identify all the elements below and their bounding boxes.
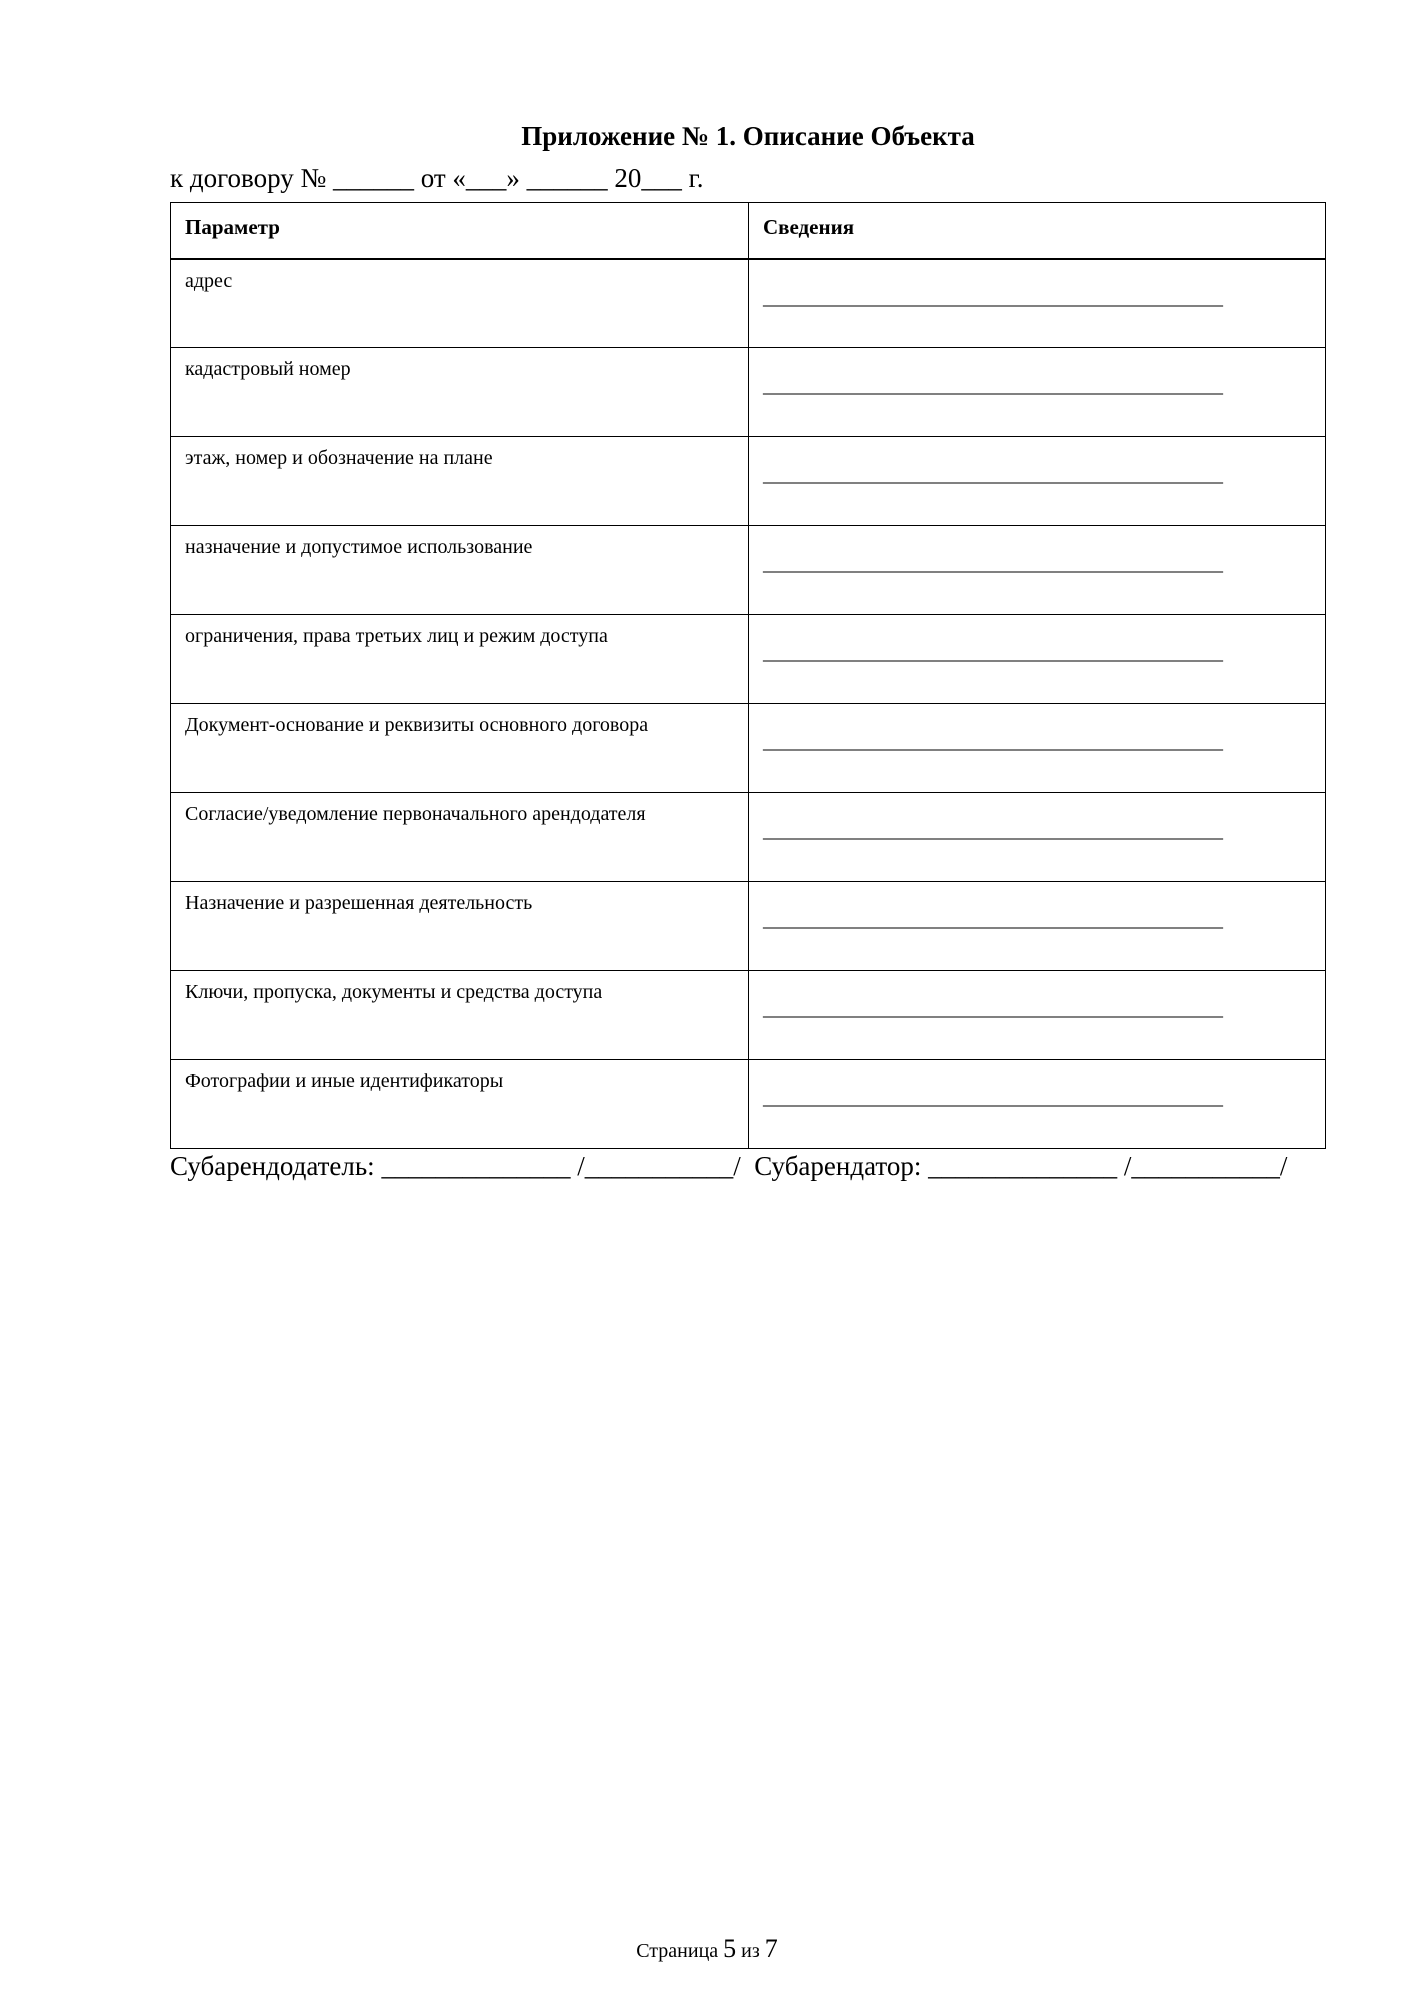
parameter-cell: Фотографии и иные идентификаторы bbox=[171, 1060, 749, 1149]
parameter-cell: Документ-основание и реквизиты основного договора bbox=[171, 704, 749, 793]
of-word: из bbox=[741, 1940, 760, 1962]
table-row bbox=[171, 615, 1326, 704]
fill-in-line: ______________________________________________ bbox=[763, 909, 1223, 931]
details-cell bbox=[749, 882, 1326, 971]
total-pages-number: 7 bbox=[764, 1934, 778, 1963]
details-cell bbox=[749, 793, 1326, 882]
sublessor-signature-line: ______________ /___________/ bbox=[381, 1151, 741, 1181]
page-title: Приложение № 1. Описание Объекта bbox=[521, 121, 975, 151]
fill-in-line: ______________________________________________ bbox=[763, 1087, 1223, 1109]
parameter-cell: Согласие/уведомление первоначального арендодателя bbox=[171, 793, 749, 882]
signature-block bbox=[170, 1148, 1287, 1184]
details-cell bbox=[749, 526, 1326, 615]
page-word: Страница bbox=[636, 1940, 719, 1962]
fill-in-line: ______________________________________________ bbox=[763, 286, 1223, 309]
header-details: Сведения bbox=[749, 203, 1326, 259]
parameter-cell: ограничения, права третьих лиц и режим доступа bbox=[171, 615, 749, 704]
details-cell bbox=[749, 348, 1326, 437]
table-row bbox=[171, 793, 1326, 882]
details-cell bbox=[749, 259, 1326, 348]
details-cell bbox=[749, 704, 1326, 793]
fill-in-line: ______________________________________________ bbox=[763, 998, 1223, 1020]
table-row bbox=[171, 437, 1326, 526]
sublessee-label: Субарендатор: bbox=[754, 1151, 922, 1181]
table-row bbox=[171, 882, 1326, 971]
table-row bbox=[171, 259, 1326, 348]
sublessor-label: Субарендодатель: bbox=[170, 1151, 375, 1181]
sublessee-signature-line: ______________ /___________/ bbox=[928, 1151, 1288, 1181]
fill-in-line: ______________________________________________ bbox=[763, 642, 1223, 664]
object-description-table bbox=[170, 202, 1326, 1149]
table-row bbox=[171, 526, 1326, 615]
page-footer bbox=[0, 1934, 1414, 1966]
details-cell bbox=[749, 615, 1326, 704]
table-header-row bbox=[171, 203, 1326, 259]
parameter-cell: адрес bbox=[171, 259, 749, 348]
contract-reference: к договору № ______ от «___» ______ 20___ г. bbox=[170, 163, 704, 193]
table-row bbox=[171, 348, 1326, 437]
fill-in-line: ______________________________________________ bbox=[763, 731, 1223, 753]
parameter-cell: кадастровый номер bbox=[171, 348, 749, 437]
parameter-cell: Назначение и разрешенная деятельность bbox=[171, 882, 749, 971]
current-page-number: 5 bbox=[723, 1934, 737, 1963]
fill-in-line: ______________________________________________ bbox=[763, 375, 1223, 397]
header-parameter: Параметр bbox=[171, 203, 749, 259]
table-row bbox=[171, 971, 1326, 1060]
fill-in-line: ______________________________________________ bbox=[763, 464, 1223, 486]
table-row bbox=[171, 704, 1326, 793]
table-row bbox=[171, 1060, 1326, 1149]
parameter-cell: этаж, номер и обозначение на плане bbox=[171, 437, 749, 526]
fill-in-line: ______________________________________________ bbox=[763, 553, 1223, 575]
details-cell bbox=[749, 1060, 1326, 1149]
parameter-cell: назначение и допустимое использование bbox=[171, 526, 749, 615]
fill-in-line: ______________________________________________ bbox=[763, 820, 1223, 842]
parameter-cell: Ключи, пропуска, документы и средства доступа bbox=[171, 971, 749, 1060]
details-cell bbox=[749, 971, 1326, 1060]
details-cell bbox=[749, 437, 1326, 526]
